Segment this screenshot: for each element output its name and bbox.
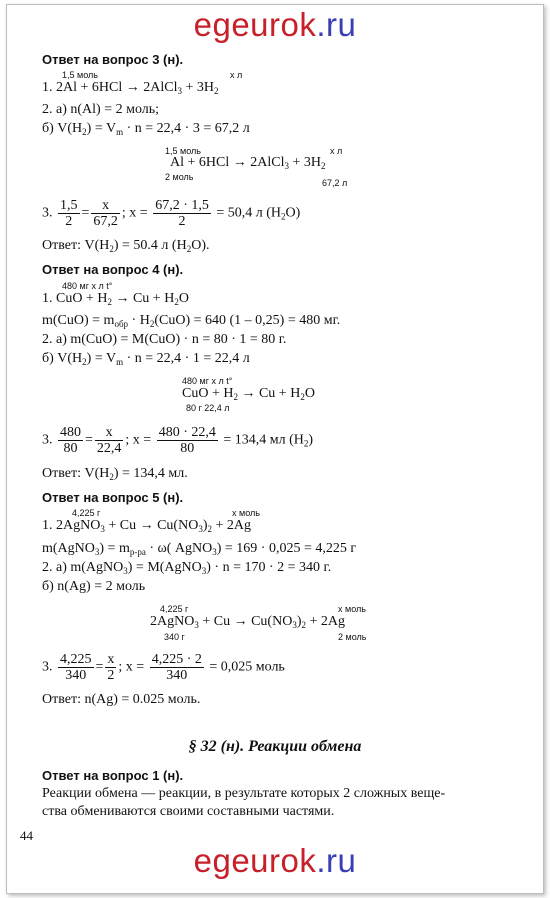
q4-eq1-over: 480 мг х л t° <box>62 281 113 291</box>
q3-eq1-over-al: 1,5 моль <box>62 70 98 80</box>
q4-answer: Ответ: $V(H_2) = 134,4$ мл. <box>42 466 188 482</box>
q1-text-line-1: Реакции обмена — реакции, в результате которых 2 сложных веще- <box>42 786 446 801</box>
q4-mass-line: $m(CuO) = m_{обр} \cdot H_2(CuO) = 640$ (1 – 0,25) = 480 мг. <box>42 313 341 329</box>
q5-eq1-over-ag: х моль <box>232 508 260 518</box>
q3-line-3: б) $V(H_2) = V_m \cdot n = 22,4 \cdot 3 = 67,2$ л <box>42 121 250 137</box>
section-title: § 32 (н). Реакции обмена <box>188 738 362 755</box>
q5-eq2-under-agno3: 340 г <box>164 632 185 642</box>
q4-line-3: б) $V(H_2) = V_m \cdot n = 22,4 \cdot 1 = 22,4$ л <box>42 351 250 367</box>
q5-equation-2: 2AgNO$_3$ + $Cu \to Cu(NO_3)_2 + 2Ag$ <box>150 614 345 630</box>
q4-proportion: 3. $\frac{480}{80}$ = $\frac{х}{22,4}$ ; х = $\frac{480 \cdot 22,4}{80}$ = 134,4 мл $(H_2)$ <box>42 425 314 456</box>
q4-heading: Ответ на вопрос 4 (н). <box>42 262 184 277</box>
q1-heading: Ответ на вопрос 1 (н). <box>42 768 184 783</box>
q3-heading: Ответ на вопрос 3 (н). <box>42 52 184 67</box>
page-number: 44 <box>20 828 33 843</box>
q3-eq2-under-al: 2 моль <box>165 172 194 182</box>
watermark-bottom: egeurok.ru <box>193 842 357 879</box>
q4-eq2-over: 480 мг х л t° <box>182 376 233 386</box>
q1-text-line-2: ства обмениваются своими составными частями. <box>42 804 335 819</box>
q3-equation-1: 1. 2Al + 6HCl → 2AlCl$_3$ + $3H_2$ <box>42 80 219 96</box>
q4-equation-1: 1. CuO + $H_2 \to Cu + H_2O$ <box>42 291 189 307</box>
q5-line-2: 2. а) m(AgNO$_3$) = M(AgNO$_3$) · n = 170 · 2 = 340 г. <box>42 560 332 576</box>
q3-equation-2: Al + 6HCl → 2AlCl$_3$ + $3H_2$ <box>170 155 326 171</box>
q4-eq2-under: 80 г 22,4 л <box>186 403 230 413</box>
q5-eq2-under-ag: 2 моль <box>338 632 367 642</box>
q3-eq2-over-al: 1,5 моль <box>165 146 201 156</box>
q5-line-3: б) n(Ag) = 2 моль <box>42 579 146 594</box>
q3-eq2-over-h2: х л <box>330 146 343 156</box>
q5-answer: Ответ: n(Ag) = 0.025 моль. <box>42 692 201 707</box>
q5-proportion: 3. $\frac{4,225}{340}$ = $\frac{х}{2}$ ; х = $\frac{4,225 \cdot 2}{340}$ = 0,025 моль <box>42 652 285 683</box>
q3-eq2-under-h2: 67,2 л <box>322 178 348 188</box>
q5-heading: Ответ на вопрос 5 (н). <box>42 490 184 505</box>
q3-proportion: 3. $\frac{1,5}{2}$ = $\frac{х}{67,2}$ ; х = $\frac{67,2 \cdot 1,5}{2}$ = 50,4 л $(H_2O)$ <box>42 198 301 229</box>
q3-answer: Ответ: $V(H_2) = 50.4$ л $(H_2O)$. <box>42 238 210 254</box>
q3-eq1-over-h2: х л <box>230 70 243 80</box>
q4-equation-2: CuO + $H_2 \to Cu + H_2O$ <box>182 386 315 402</box>
q5-mass-line: m(AgNO$_3$) = $m_{р-ра} \cdot \omega$( AgNO$_3$) = 169 · 0,025 = 4,225 г <box>42 541 357 557</box>
watermark-top: egeurok.ru <box>193 6 357 43</box>
q5-eq2-over-agno3: 4,225 г <box>160 604 189 614</box>
q4-line-2: 2. а) m(CuO) = M(CuO) · n = 80 · 1 = 80 г. <box>42 332 287 347</box>
q5-equation-1: 1. 2AgNO$_3$ + $Cu \to Cu(NO_3)_2 + 2Ag$ <box>42 518 251 534</box>
q5-eq1-over-agno3: 4,225 г <box>72 508 101 518</box>
q5-eq2-over-ag: х моль <box>338 604 366 614</box>
q3-line-2: 2. а) n(Al) = 2 моль; <box>42 102 160 117</box>
